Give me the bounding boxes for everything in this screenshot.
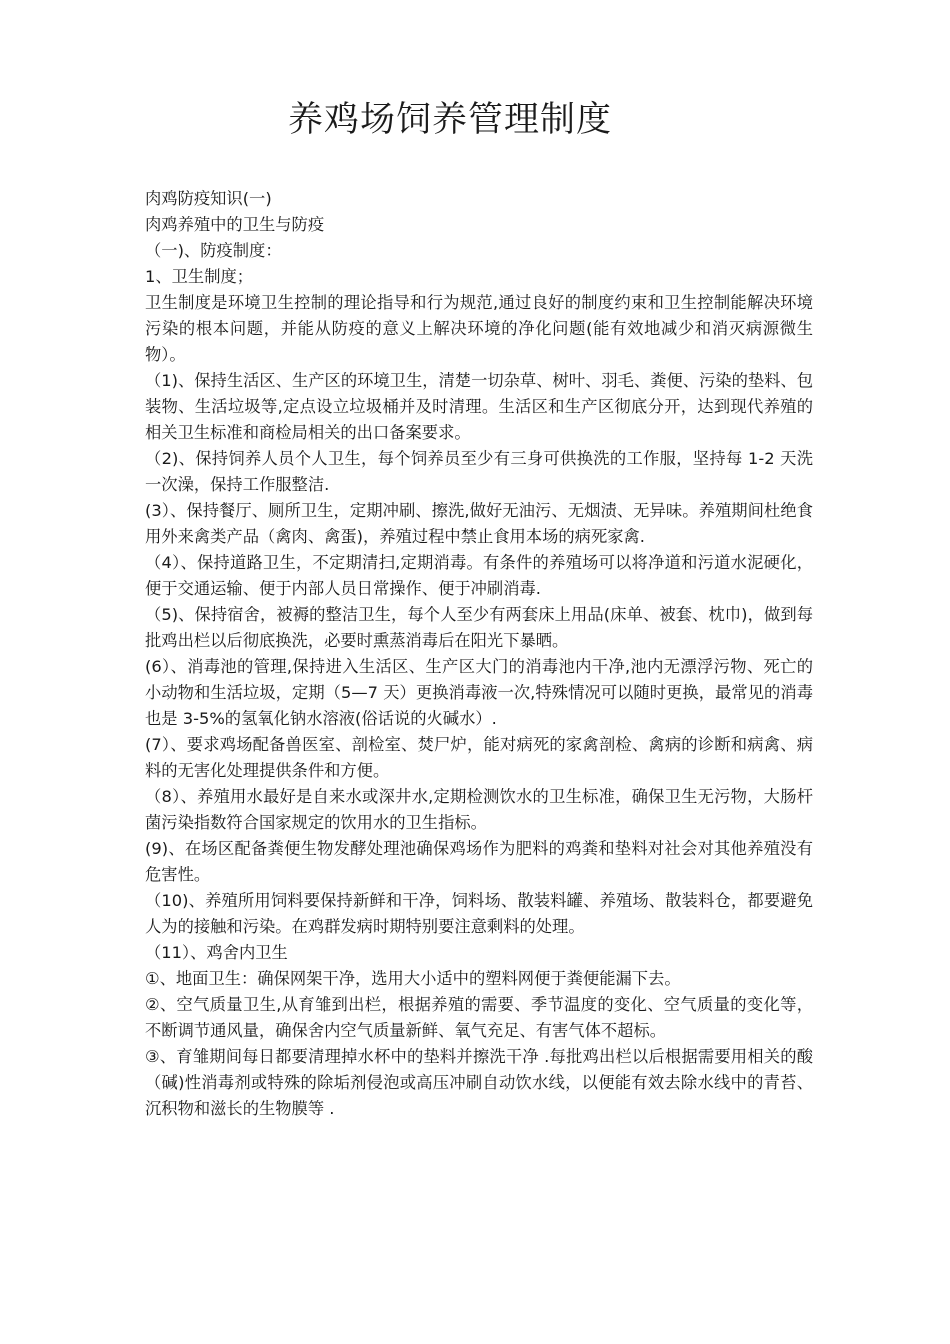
item-heading: 1、卫生制度；	[145, 267, 254, 286]
item-heading: （11）、鸡舍内卫生	[145, 943, 288, 962]
section-heading: 肉鸡防疫知识(一)	[145, 189, 272, 208]
body-paragraph: （8）、养殖用水最好是自来水或深井水,定期检测饮水的卫生标准，确保卫生无污物，大肠杆菌污染指数符合国家规定的饮用水的卫生指标。	[145, 787, 813, 832]
document-title: 养鸡场饲养管理制度	[287, 100, 612, 140]
body-paragraph: （1)、保持生活区、生产区的环境卫生，清楚一切杂草、树叶、羽毛、粪便、污染的垫料、包装物、生活垃圾等,定点设立垃圾桶并及时清理。生活区和生产区彻底分开，达到现代养殖的相关卫生标准和商检局相关的出口备案要求。	[145, 371, 813, 442]
body-paragraph: (3）、保持餐厅、厕所卫生，定期冲刷、擦洗,做好无油污、无烟渍、无异味。养殖期间杜绝食用外来禽类产品（禽肉、禽蛋)，养殖过程中禁止食用本场的病死家禽.	[145, 501, 813, 546]
body-paragraph: （10)、养殖所用饲料要保持新鲜和干净，饲料场、散装料罐、养殖场、散装料仓，都要避免人为的接触和污染。在鸡群发病时期特别要注意剩料的处理。	[145, 891, 813, 936]
body-paragraph: 卫生制度是环境卫生控制的理论指导和行为规范,通过良好的制度约束和卫生控制能解决环境污染的根本问题，并能从防疫的意义上解决环境的净化问题(能有效地减少和消灭病源微生物）。	[145, 293, 813, 364]
body-paragraph: （4）、保持道路卫生，不定期清扫,定期消毒。有条件的养殖场可以将净道和污道水泥硬化，便于交通运输、便于内部人员日常操作、便于冲刷消毒.	[145, 553, 813, 598]
body-paragraph: (6）、消毒池的管理,保持进入生活区、生产区大门的消毒池内干净,池内无漂浮污物、死亡的小动物和生活垃圾，定期（5—7 天）更换消毒液一次,特殊情况可以随时更换，最常见的消毒也是 3-5%的氢氧化钠水溶液(俗话说的火碱水）.	[145, 657, 813, 728]
body-paragraph: ①、地面卫生：确保网架干净，选用大小适中的塑料网便于粪便能漏下去。	[145, 969, 681, 988]
subsection-heading: （一)、防疫制度：	[145, 241, 282, 260]
section-subheading: 肉鸡养殖中的卫生与防疫	[145, 215, 325, 234]
body-paragraph: （5)、保持宿舍，被褥的整洁卫生，每个人至少有两套床上用品(床单、被套、枕巾)，做到每批鸡出栏以后彻底换洗，必要时熏蒸消毒后在阳光下暴晒。	[145, 605, 813, 650]
body-paragraph: (9)、在场区配备粪便生物发酵处理池确保鸡场作为肥料的鸡粪和垫料对社会对其他养殖没有危害性。	[145, 839, 813, 884]
body-paragraph: ②、空气质量卫生,从育雏到出栏，根据养殖的需要、季节温度的变化、空气质量的变化等，不断调节通风量，确保舍内空气质量新鲜、氧气充足、有害气体不超标。	[145, 995, 813, 1040]
body-paragraph: （2)、保持饲养人员个人卫生，每个饲养员至少有三身可供换洗的工作服，坚持每 1-2 天洗一次澡，保持工作服整洁.	[145, 449, 813, 494]
body-paragraph: ③、育雏期间每日都要清理掉水杯中的垫料并擦洗干净 .每批鸡出栏以后根据需要用相关的酸（碱)性消毒剂或特殊的除垢剂侵泡或高压冲刷自动饮水线，以便能有效去除水线中的青苔、沉积物和滋长的生物膜等 .	[145, 1047, 813, 1118]
body-paragraph: (7）、要求鸡场配备兽医室、剖检室、焚尸炉，能对病死的家禽剖检、禽病的诊断和病禽、病料的无害化处理提供条件和方便。	[145, 735, 813, 780]
document-body	[145, 186, 813, 1122]
